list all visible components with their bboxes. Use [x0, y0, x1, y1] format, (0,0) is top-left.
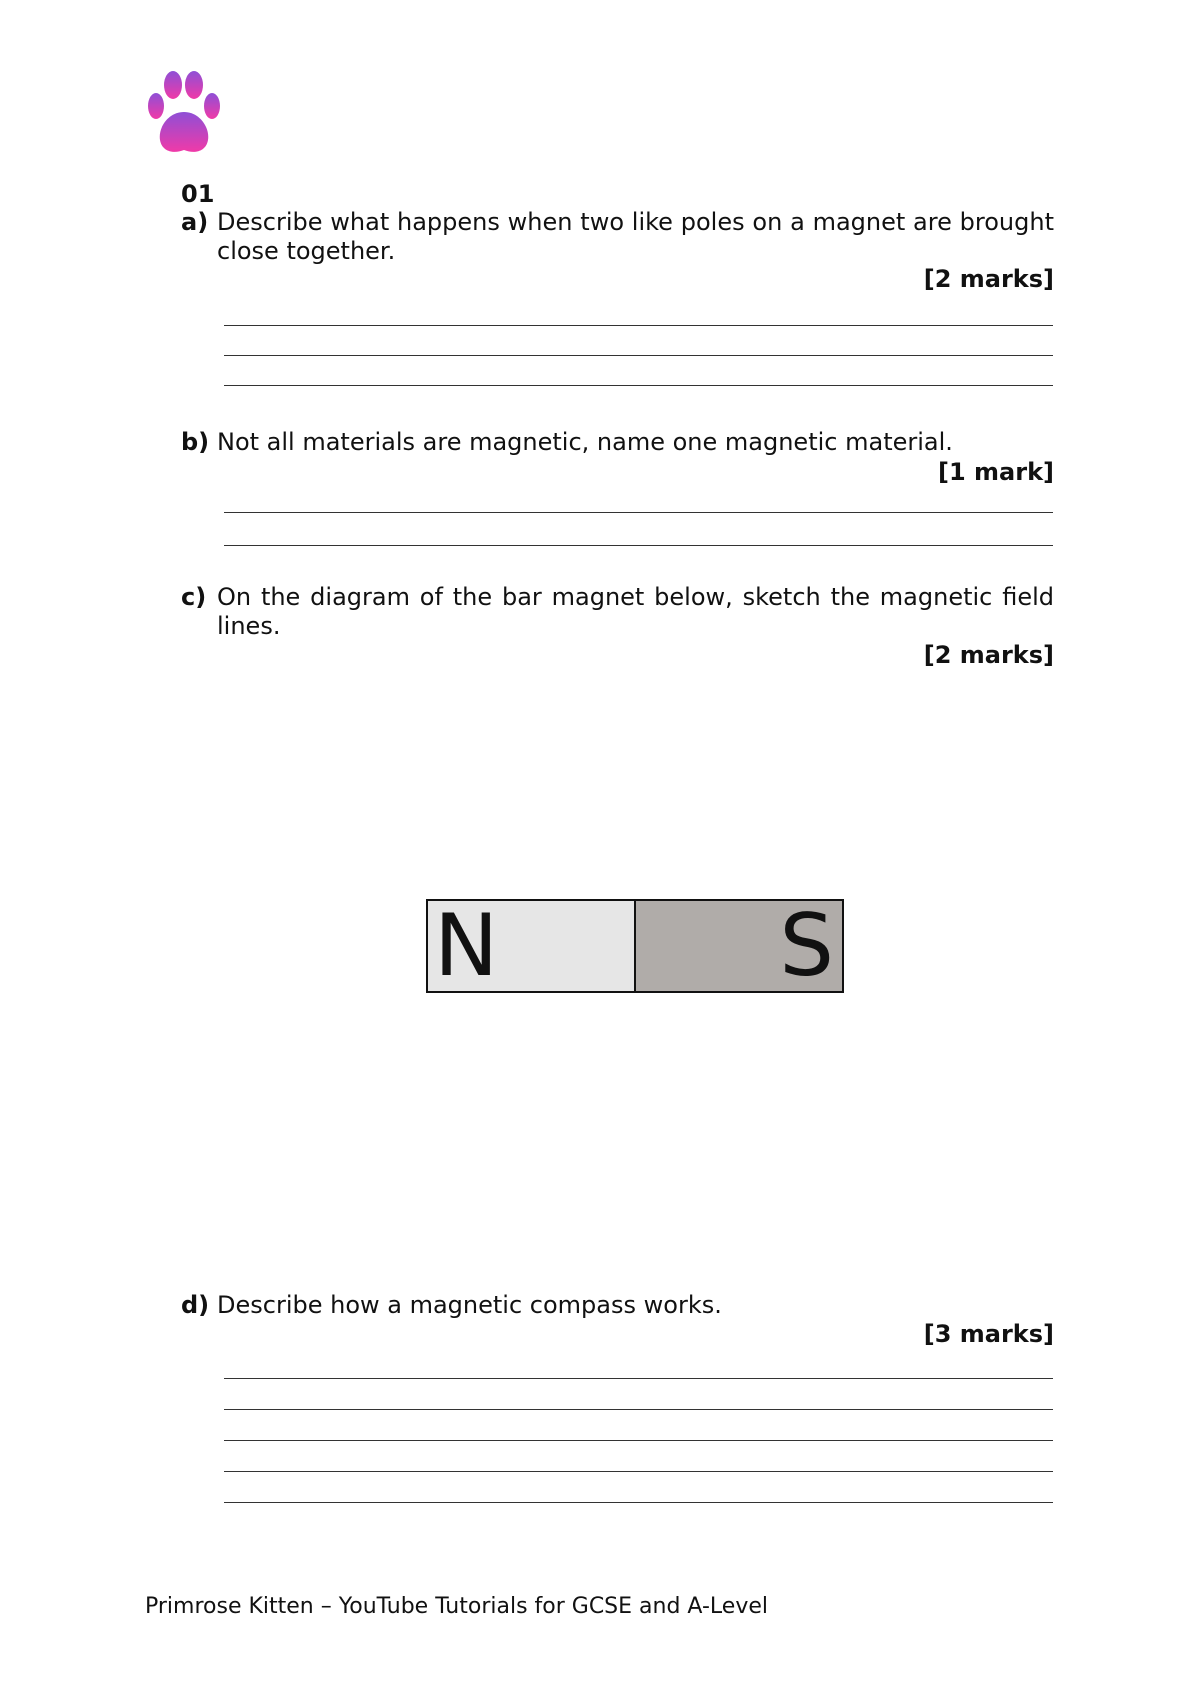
answer-line[interactable]	[224, 325, 1053, 326]
part-letter: a)	[181, 208, 209, 236]
question-part-d	[181, 1291, 1054, 1320]
answer-line[interactable]	[224, 1378, 1053, 1379]
page-footer: Primrose Kitten – YouTube Tutorials for GCSE and A-Level	[145, 1594, 768, 1619]
north-pole: N	[426, 899, 636, 993]
part-text: Describe what happens when two like poles on a magnet are brought close together.	[217, 208, 1054, 265]
answer-line[interactable]	[224, 545, 1053, 546]
answer-line[interactable]	[224, 1409, 1053, 1410]
bar-magnet-diagram	[426, 896, 842, 996]
part-letter: b)	[181, 428, 210, 456]
answer-line[interactable]	[224, 385, 1053, 386]
answer-line[interactable]	[224, 355, 1053, 356]
question-part-c	[181, 583, 1054, 641]
question-part-a	[181, 208, 1054, 266]
marks-label: [2 marks]	[923, 265, 1054, 293]
part-text: Describe how a magnetic compass works.	[217, 1291, 722, 1319]
answer-line[interactable]	[224, 512, 1053, 513]
part-letter: c)	[181, 583, 207, 611]
answer-line[interactable]	[224, 1502, 1053, 1503]
marks-label: [3 marks]	[923, 1320, 1054, 1348]
question-part-b	[181, 428, 1054, 457]
question-number: 01	[181, 180, 215, 208]
south-pole: S	[634, 899, 844, 993]
marks-label: [1 mark]	[938, 458, 1054, 486]
part-text: Not all materials are magnetic, name one magnetic material.	[217, 428, 953, 456]
answer-line[interactable]	[224, 1440, 1053, 1441]
answer-line[interactable]	[224, 1471, 1053, 1472]
marks-label: [2 marks]	[923, 641, 1054, 669]
paw-print-icon	[146, 70, 222, 156]
part-letter: d)	[181, 1291, 210, 1319]
part-text: On the diagram of the bar magnet below, sketch the magnetic field lines.	[217, 583, 1054, 640]
